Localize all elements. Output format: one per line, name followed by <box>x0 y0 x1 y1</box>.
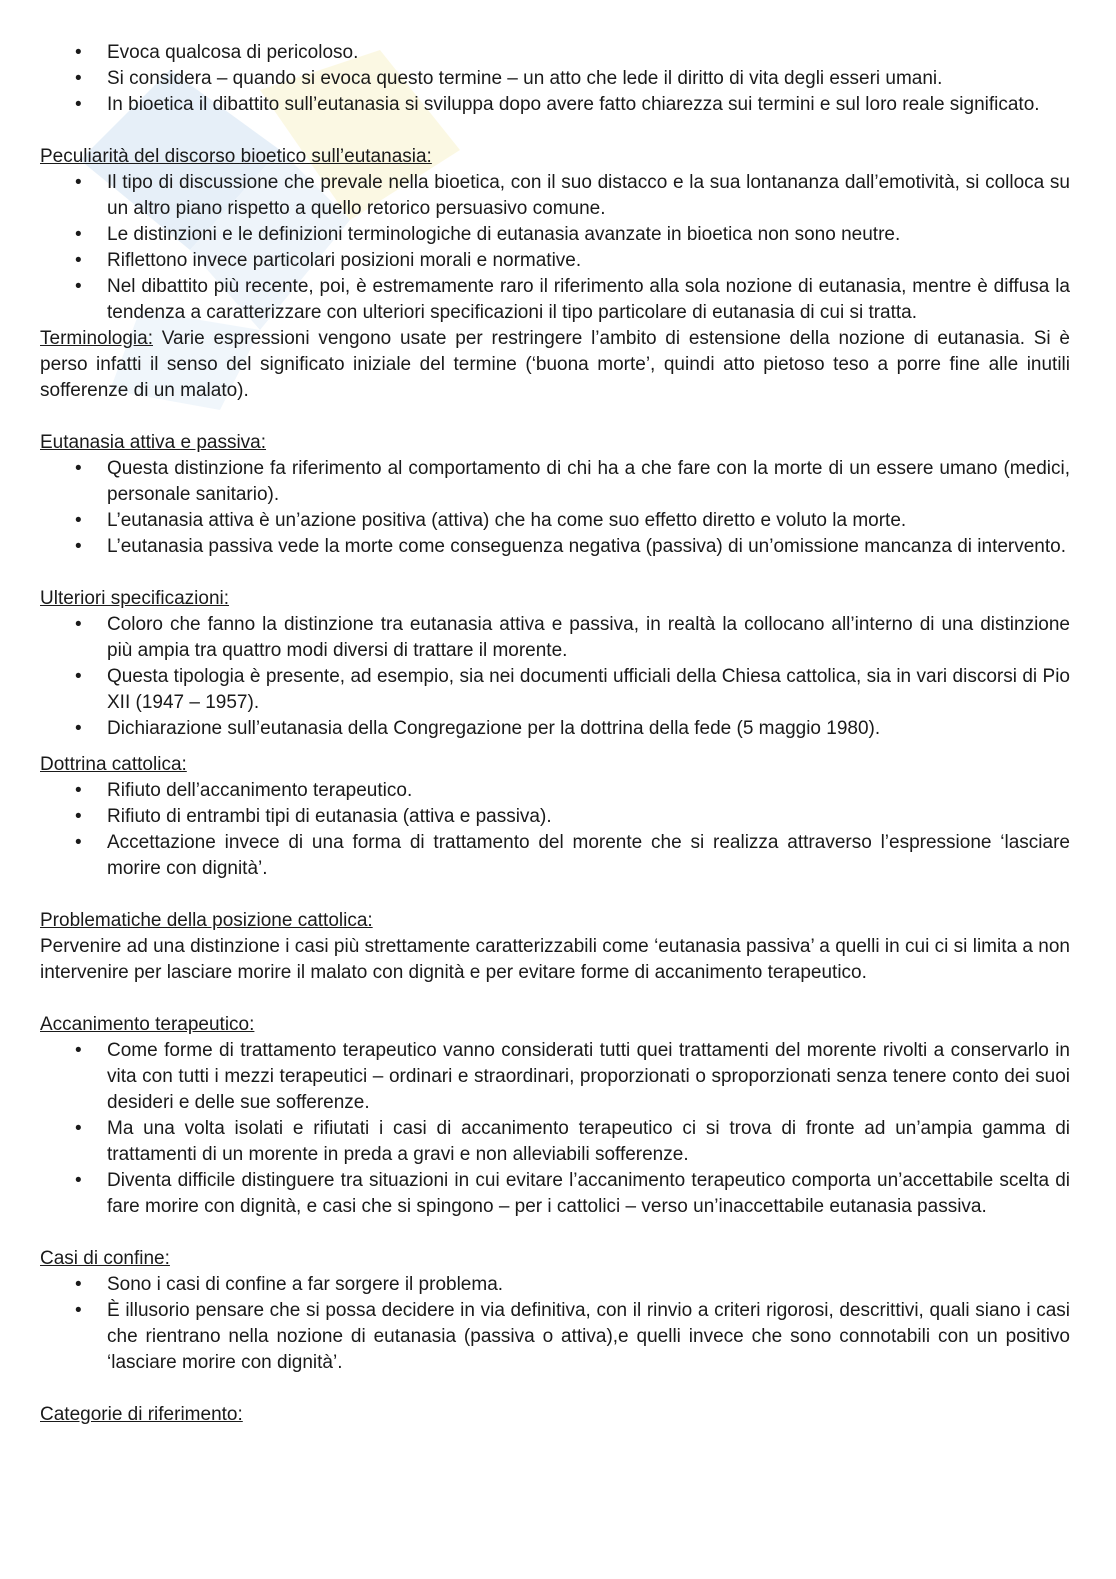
list-item: • L’eutanasia attiva è un’azione positiva (attiva) che ha come suo effetto diretto e voluto la morte. <box>40 508 1070 534</box>
section-heading-peculiarita: Peculiarità del discorso bioetico sull’eutanasia: <box>40 146 432 167</box>
list-item: • Diventa difficile distinguere tra situazioni in cui evitare l’accanimento terapeutico comporta un’accettabile scelta di fare morire con dignità, e casi che si spingono – per i cattolici – verso un’inaccettabile eutanasia passiva. <box>40 1168 1070 1220</box>
section-heading-categorie: Categorie di riferimento: <box>40 1404 243 1425</box>
list-item: • Evoca qualcosa di pericoloso. <box>40 40 1070 66</box>
attiva-passiva-list <box>40 456 1070 560</box>
section-heading-problematiche: Problematiche della posizione cattolica: <box>40 910 373 931</box>
list-item: • Dichiarazione sull’eutanasia della Congregazione per la dottrina della fede (5 maggio 1980). <box>40 716 1070 742</box>
dottrina-list <box>40 778 1070 882</box>
list-item: • Le distinzioni e le definizioni terminologiche di eutanasia avanzate in bioetica non sono neutre. <box>40 222 1070 248</box>
peculiarita-list <box>40 170 1070 326</box>
list-item: • In bioetica il dibattito sull’eutanasia si sviluppa dopo avere fatto chiarezza sui termini e sul loro reale significato. <box>40 92 1070 118</box>
list-item: • Come forme di trattamento terapeutico vanno considerati tutti quei trattamenti del morente rivolti a conservarlo in vita con tutti i mezzi terapeutici – ordinari e straordinari, proporzionati o sproporzionati senza tenere conto dei suoi desideri e delle sue sofferenze. <box>40 1038 1070 1116</box>
section-heading-accanimento: Accanimento terapeutico: <box>40 1014 255 1035</box>
list-item: • Rifiuto di entrambi tipi di eutanasia (attiva e passiva). <box>40 804 1070 830</box>
list-item: • Coloro che fanno la distinzione tra eutanasia attiva e passiva, in realtà la collocano all’interno di una distinzione più ampia tra quattro modi diversi di trattare il morente. <box>40 612 1070 664</box>
list-item: • Accettazione invece di una forma di trattamento del morente che si realizza attraverso l’espressione ‘lasciare morire con dignità’. <box>40 830 1070 882</box>
list-item: • Questa distinzione fa riferimento al comportamento di chi ha a che fare con la morte di un essere umano (medici, personale sanitario). <box>40 456 1070 508</box>
confine-list <box>40 1272 1070 1376</box>
list-item: • Il tipo di discussione che prevale nella bioetica, con il suo distacco e la sua lontananza dall’emotività, si colloca su un altro piano rispetto a quello retorico persuasivo comune. <box>40 170 1070 222</box>
list-item: • Ma una volta isolati e rifiutati i casi di accanimento terapeutico ci si trova di fronte ad un’ampia gamma di trattamenti di un morente in preda a gravi e non alleviabili sofferenze. <box>40 1116 1070 1168</box>
section-heading-attiva-passiva: Eutanasia attiva e passiva: <box>40 432 267 453</box>
section-heading-terminologia: Terminologia: <box>40 328 153 349</box>
list-item: • Riflettono invece particolari posizioni morali e normative. <box>40 248 1070 274</box>
list-item: • Sono i casi di confine a far sorgere il problema. <box>40 1272 1070 1298</box>
list-item: • Rifiuto dell’accanimento terapeutico. <box>40 778 1070 804</box>
list-item: • Questa tipologia è presente, ad esempio, sia nei documenti ufficiali della Chiesa cattolica, sia in vari discorsi di Pio XII (1947 – 1957). <box>40 664 1070 716</box>
intro-list <box>40 40 1070 118</box>
ulteriori-list <box>40 612 1070 742</box>
section-heading-dottrina: Dottrina cattolica: <box>40 754 187 775</box>
section-heading-confine: Casi di confine: <box>40 1248 170 1269</box>
terminologia-paragraph <box>40 326 1070 404</box>
list-item: • Nel dibattito più recente, poi, è estremamente raro il riferimento alla sola nozione di eutanasia, mentre è diffusa la tendenza a caratterizzare con ulteriori specificazioni il tipo particolare di eutanasia di cui si tratta. <box>40 274 1070 326</box>
accanimento-list <box>40 1038 1070 1220</box>
document-page <box>40 40 1070 1428</box>
terminologia-text: Varie espressioni vengono usate per restringere l’ambito di estensione della nozione di eutanasia. Si è perso infatti il senso del significato iniziale del termine (‘buona morte’, quindi atto pietoso teso a porre fine alle inutili sofferenze di un malato). <box>40 328 1070 401</box>
list-item: • È illusorio pensare che si possa decidere in via definitiva, con il rinvio a criteri rigorosi, descrittivi, quali siano i casi che rientrano nella nozione di eutanasia (passiva o attiva),e quelli invece che sono connotabili con un positivo ‘lasciare morire con dignità’. <box>40 1298 1070 1376</box>
list-item: • L’eutanasia passiva vede la morte come conseguenza negativa (passiva) di un’omissione mancanza di intervento. <box>40 534 1070 560</box>
list-item: • Si considera – quando si evoca questo termine – un atto che lede il diritto di vita degli esseri umani. <box>40 66 1070 92</box>
section-heading-ulteriori: Ulteriori specificazioni: <box>40 588 230 609</box>
problematiche-text: Pervenire ad una distinzione i casi più strettamente caratterizzabili come ‘eutanasia passiva’ a quelli in cui ci si limita a non intervenire per lasciare morire il malato con dignità e per evitare forme di accanimento terapeutico. <box>40 936 1070 983</box>
